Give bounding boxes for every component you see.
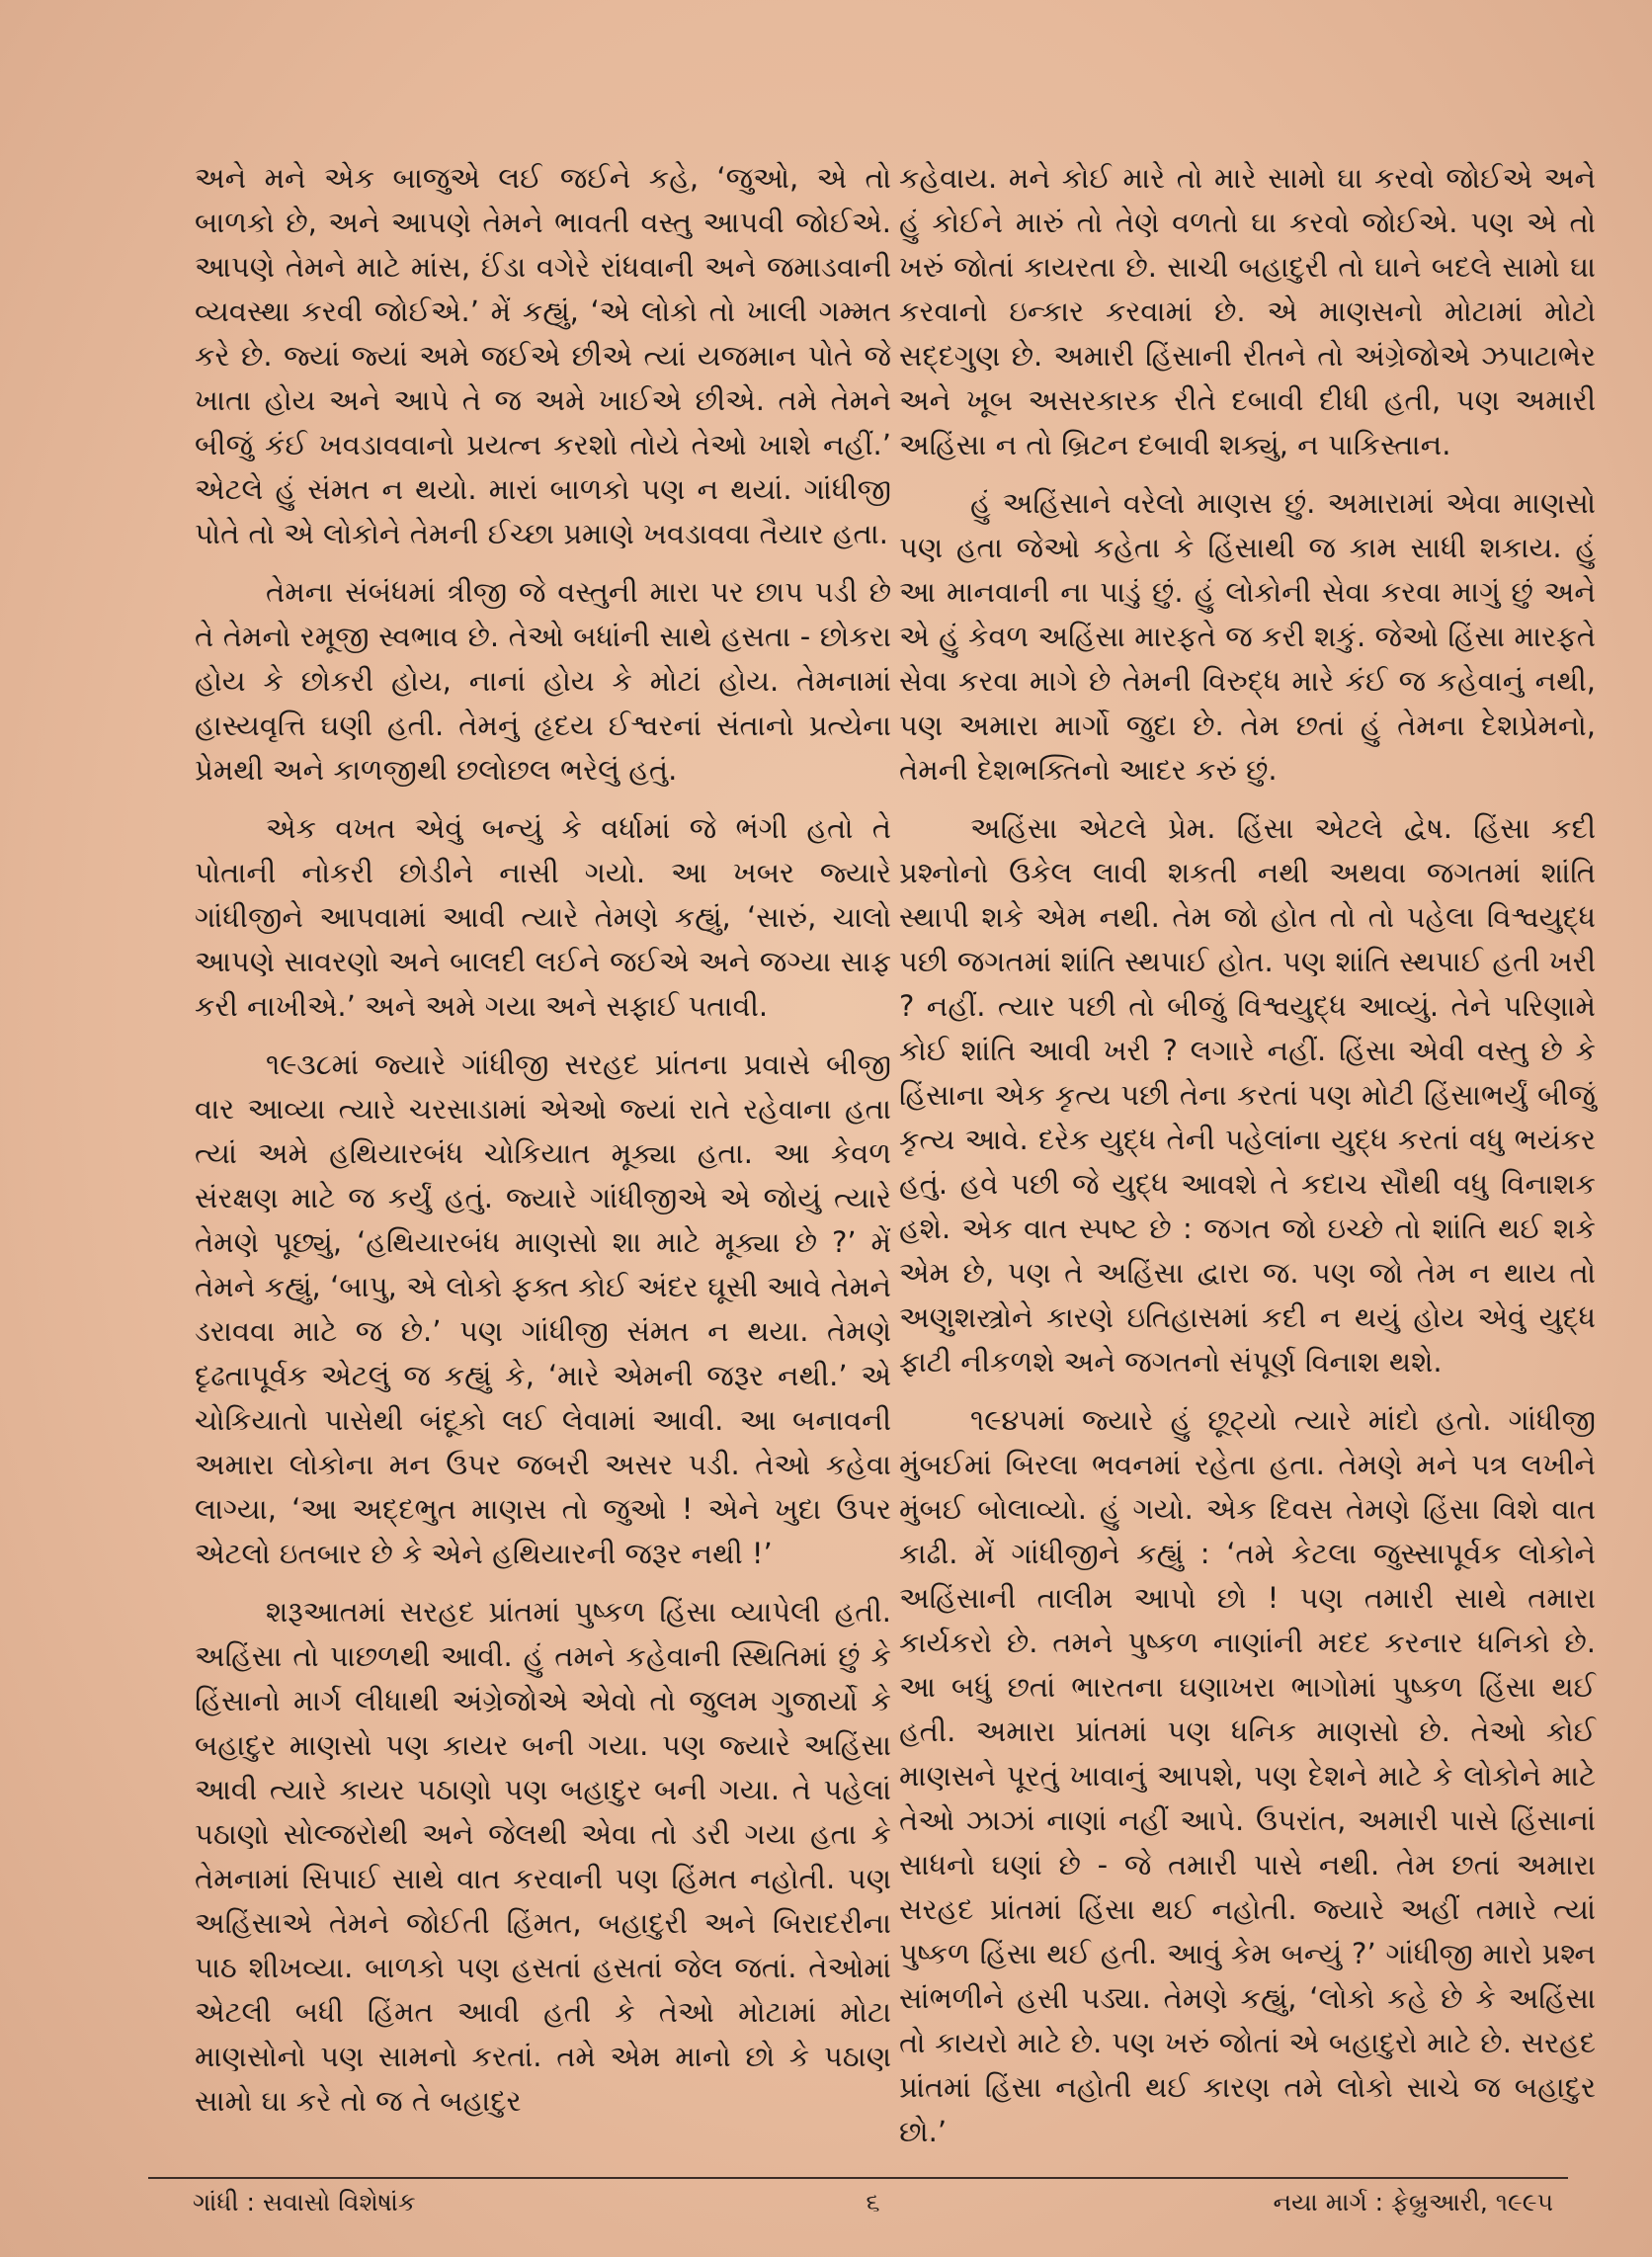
paragraph: અહિંસા એટલે પ્રેમ. હિંસા એટલે દ્વેષ. હિંસા કદી પ્રશ્નોનો ઉકેલ લાવી શકતી નથી અથવા જગતમાં શાંતિ સ્થાપી શકે એમ નથી. તેમ જો હોત તો તો પહેલા વિશ્વયુદ્ધ પછી જગતમાં શાંતિ સ્થપાઈ હોત. પણ શાંતિ સ્થપાઈ હતી ખરી ? નહીં. ત્યાર પછી તો બીજું વિશ્વયુદ્ધ આવ્યું. તેને પરિણામે કોઈ શાંતિ આવી ખરી ? લગારે નહીં. હિંસા એવી વસ્તુ છે કે હિંસાના એક કૃત્ય પછી તેના કરતાં પણ મોટી હિંસાભર્યું બીજું કૃત્ય આવે. દરેક યુદ્ધ તેની પહેલાંના યુદ્ધ કરતાં વધુ ભયંકર હતું. હવે પછી જે યુદ્ધ આવશે તે કદાચ સૌથી વધુ વિનાશક હશે. એક વાત સ્પષ્ટ છે : જગત જો ઇચ્છે તો શાંતિ થઈ શકે એમ છે, પણ તે અહિંસા દ્વારા જ. પણ જો તેમ ન થાય તો અણુશસ્ત્રોને કારણે ઇતિહાસમાં કદી ન થયું હોય એવું યુદ્ધ ફાટી નીકળશે અને જગતનો સંપૂર્ણ વિનાશ થશે. bbox=[899, 811, 1596, 1379]
paragraph: શરૂઆતમાં સરહદ પ્રાંતમાં પુષ્કળ હિંસા વ્યાપેલી હતી. અહિંસા તો પાછળથી આવી. હું તમને કહેવાની સ્થિતિમાં છું કે હિંસાનો માર્ગ લીધાથી અંગ્રેજોએ એવો તો જુલમ ગુજાર્યો કે બહાદુર માણસો પણ કાયર બની ગયા. પણ જ્યારે અહિંસા આવી ત્યારે કાયર પઠાણો પણ બહાદુર બની ગયા. તે પહેલાં પઠાણો સોલ્જરોથી અને જેલથી એવા તો ડરી ગયા હતા કે તેમનામાં સિપાઈ સાથે વાત કરવાની પણ હિંમત નહોતી. પણ અહિંસાએ તેમને જોઈતી હિંમત, બહાદુરી અને બિરાદરીના પાઠ શીખવ્યા. બાળકો પણ હસતાં હસતાં જેલ જતાં. તેઓમાં એટલી બધી હિંમત આવી હતી કે તેઓ મોટામાં મોટા માણસોનો પણ સામનો કરતાં. તમે એમ માનો છો કે પઠાણ સામો ઘા કરે તો જ તે બહાદુર bbox=[195, 1595, 891, 2118]
paragraph: ૧૯૩૮માં જ્યારે ગાંધીજી સરહદ પ્રાંતના પ્રવાસે બીજી વાર આવ્યા ત્યારે ચરસાડામાં એઓ જ્યાં રાતે રહેવાના હતા ત્યાં અમે હથિયારબંધ ચોકિયાત મૂક્યા હતા. આ કેવળ સંરક્ષણ માટે જ કર્યું હતું. જ્યારે ગાંધીજીએ એ જોયું ત્યારે તેમણે પૂછ્યું, ‘હથિયારબંધ માણસો શા માટે મૂક્યા છે ?’ મેં તેમને કહ્યું, ‘બાપુ, એ લોકો ફક્ત કોઈ અંદર ઘૂસી આવે તેમને ડરાવવા માટે જ છે.’ પણ ગાંધીજી સંમત ન થયા. તેમણે દૃઢતાપૂર્વક એટલું જ કહ્યું કે, ‘મારે એમની જરૂર નથી.’ એ ચોકિયાતો પાસેથી બંદૂકો લઈ લેવામાં આવી. આ બનાવની અમારા લોકોના મન ઉપર જબરી અસર પડી. તેઓ કહેવા લાગ્યા, ‘આ અદ્દભુત માણસ તો જુઓ ! એને ખુદા ઉપર એટલો ઇતબાર છે કે એને હથિયારની જરૂર નથી !’ bbox=[195, 1047, 891, 1570]
footer-divider bbox=[148, 2177, 1568, 2179]
paragraph: કહેવાય. મને કોઈ મારે તો મારે સામો ઘા કરવો જોઈએ અને હું કોઈને મારું તો તેણે વળતો ઘા કરવો જોઈએ. પણ એ તો ખરું જોતાં કાયરતા છે. સાચી બહાદુરી તો ઘાને બદલે સામો ઘા કરવાનો ઇન્કાર કરવામાં છે. એ માણસનો મોટામાં મોટો સદ્દગુણ છે. અમારી હિંસાની રીતને તો અંગ્રેજોએ ઝપાટાભેર અને ખૂબ અસરકારક રીતે દબાવી દીધી હતી, પણ અમારી અહિંસા ન તો બ્રિટન દબાવી શક્યું, ન પાકિસ્તાન. bbox=[899, 161, 1596, 461]
left-column bbox=[195, 156, 891, 2137]
footer-magazine-date: નયા માર્ગ : ફેબ્રુઆરી, ૧૯૯૫ bbox=[1273, 2188, 1553, 2216]
right-column bbox=[899, 156, 1596, 2168]
paragraph: હું અહિંસાને વરેલો માણસ છું. અમારામાં એવા માણસો પણ હતા જેઓ કહેતા કે હિંસાથી જ કામ સાધી શકાય. હું આ માનવાની ના પાડું છું. હું લોકોની સેવા કરવા માગું છું અને એ હું કેવળ અહિંસા મારફતે જ કરી શકું. જેઓ હિંસા મારફતે સેવા કરવા માગે છે તેમની વિરુદ્ધ મારે કંઈ જ કહેવાનું નથી, પણ અમારા માર્ગો જુદા છે. તેમ છતાં હું તેમના દેશપ્રેમનો, તેમની દેશભક્તિનો આદર કરું છું. bbox=[899, 486, 1596, 787]
page-number: ૬ bbox=[866, 2188, 880, 2216]
paragraph: અને મને એક બાજુએ લઈ જઈને કહે, ‘જુઓ, એ તો બાળકો છે, અને આપણે તેમને ભાવતી વસ્તુ આપવી જોઈએ. આપણે તેમને માટે માંસ, ઈંડા વગેરે રાંધવાની અને જમાડવાની વ્યવસ્થા કરવી જોઈએ.’ મેં કહ્યું, ‘એ લોકો તો ખાલી ગમ્મત કરે છે. જ્યાં જ્યાં અમે જઈએ છીએ ત્યાં યજમાન પોતે જે ખાતા હોય અને આપે તે જ અમે ખાઈએ છીએ. તમે તેમને બીજું કંઈ ખવડાવવાનો પ્રયત્ન કરશો તોયે તેઓ ખાશે નહીં.’ એટલે હું સંમત ન થયો. મારાં બાળકો પણ ન થયાં. ગાંધીજી પોતે તો એ લોકોને તેમની ઈચ્છા પ્રમાણે ખવડાવવા તૈયાર હતા. bbox=[195, 161, 891, 550]
page-footer bbox=[193, 2188, 1553, 2227]
paragraph: એક વખત એવું બન્યું કે વર્ધામાં જે ભંગી હતો તે પોતાની નોકરી છોડીને નાસી ગયો. આ ખબર જ્યારે ગાંધીજીને આપવામાં આવી ત્યારે તેમણે કહ્યું, ‘સારું, ચાલો આપણે સાવરણો અને બાલદી લઈને જઈએ અને જગ્યા સાફ કરી નાખીએ.’ અને અમે ગયા અને સફાઈ પતાવી. bbox=[195, 811, 891, 1023]
paragraph: ૧૯૪૫માં જ્યારે હું છૂટ્યો ત્યારે માંદો હતો. ગાંધીજી મુંબઈમાં બિરલા ભવનમાં રહેતા હતા. તેમણે મને પત્ર લખીને મુંબઈ બોલાવ્યો. હું ગયો. એક દિવસ તેમણે હિંસા વિશે વાત કાઢી. મેં ગાંધીજીને કહ્યું : ‘તમે કેટલા જુસ્સાપૂર્વક લોકોને અહિંસાની તાલીમ આપો છો ! પણ તમારી સાથે તમારા કાર્યકરો છે. તમને પુષ્કળ નાણાંની મદદ કરનાર ધનિકો છે. આ બધું છતાં ભારતના ઘણાખરા ભાગોમાં પુષ્કળ હિંસા થઈ હતી. અમારા પ્રાંતમાં પણ ધનિક માણસો છે. તેઓ કોઈ માણસને પૂરતું ખાવાનું આપશે, પણ દેશને માટે કે લોકોને માટે તેઓ ઝાઝાં નાણાં નહીં આપે. ઉપરાંત, અમારી પાસે હિંસાનાં સાધનો ઘણાં છે - જે તમારી પાસે નથી. તેમ છતાં અમારા સરહદ પ્રાંતમાં હિંસા થઈ નહોતી. જ્યારે અહીં તમારે ત્યાં પુષ્કળ હિંસા થઈ હતી. આવું કેમ બન્યું ?’ ગાંધીજી મારો પ્રશ્ન સાંભળીને હસી પડ્યા. તેમણે કહ્યું, ‘લોકો કહે છે કે અહિંસા તો કાયરો માટે છે. પણ ખરું જોતાં એ બહાદુરો માટે છે. સરહદ પ્રાંતમાં હિંસા નહોતી થઈ કારણ તમે લોકો સાચે જ બહાદુર છો.’ bbox=[899, 1403, 1596, 2148]
paragraph: તેમના સંબંધમાં ત્રીજી જે વસ્તુની મારા પર છાપ પડી છે તે તેમનો રમૂજી સ્વભાવ છે. તેઓ બધાંની સાથે હસતા - છોકરા હોય કે છોકરી હોય, નાનાં હોય કે મોટાં હોય. તેમનામાં હાસ્યવૃત્તિ ઘણી હતી. તેમનું હૃદય ઈશ્વરનાં સંતાનો પ્રત્યેના પ્રેમથી અને કાળજીથી છલોછલ ભરેલું હતું. bbox=[195, 575, 891, 787]
footer-publication-issue: ગાંધી : સવાસો વિશેષાંક bbox=[193, 2188, 416, 2216]
